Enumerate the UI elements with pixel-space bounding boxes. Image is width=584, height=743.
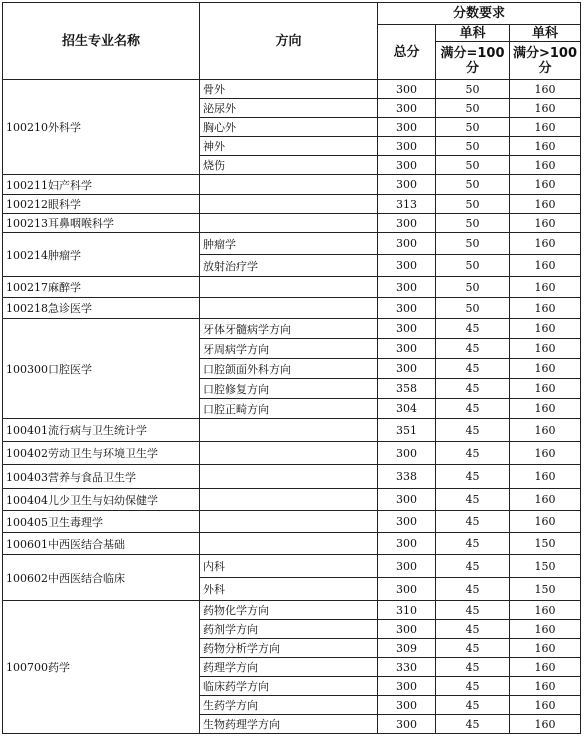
major-cell: 100214肿瘤学 — [3, 233, 200, 277]
single-100-score-cell: 45 — [436, 339, 510, 359]
direction-cell: 放射治疗学 — [200, 255, 378, 277]
total-score-cell: 300 — [378, 677, 436, 696]
single-100-score-cell: 45 — [436, 379, 510, 399]
total-score-cell: 330 — [378, 658, 436, 677]
total-score-cell: 351 — [378, 419, 436, 442]
direction-cell: 骨外 — [200, 80, 378, 99]
total-score-cell: 300 — [378, 137, 436, 156]
single-over100-score-cell: 160 — [510, 511, 581, 533]
single-subject-over100-title: 单科 — [510, 25, 581, 42]
single-100-score-cell: 45 — [436, 696, 510, 715]
total-score-cell: 300 — [378, 533, 436, 555]
direction-cell: 胸心外 — [200, 118, 378, 137]
single-over100-score-cell: 160 — [510, 339, 581, 359]
direction-cell: 药剂学方向 — [200, 620, 378, 639]
major-cell: 100211妇产科学 — [3, 175, 200, 195]
total-score-cell: 300 — [378, 277, 436, 298]
score-requirement-header: 分数要求 — [378, 3, 581, 25]
total-score-cell: 313 — [378, 195, 436, 214]
table-row — [3, 175, 581, 195]
direction-cell — [200, 511, 378, 533]
total-score-cell: 338 — [378, 465, 436, 489]
total-score-cell: 300 — [378, 255, 436, 277]
total-score-cell: 300 — [378, 489, 436, 511]
total-score-cell: 300 — [378, 319, 436, 339]
direction-cell: 烧伤 — [200, 156, 378, 175]
score-requirements-table — [2, 2, 581, 734]
direction-cell: 口腔修复方向 — [200, 379, 378, 399]
direction-cell: 神外 — [200, 137, 378, 156]
single-100-score-cell: 50 — [436, 277, 510, 298]
single-over100-score-cell: 160 — [510, 359, 581, 379]
single-100-score-cell: 50 — [436, 214, 510, 233]
single-100-score-cell: 50 — [436, 233, 510, 255]
single-over100-score-cell: 160 — [510, 419, 581, 442]
single-over100-score-cell: 160 — [510, 639, 581, 658]
direction-cell — [200, 214, 378, 233]
table-row — [3, 601, 581, 620]
single-over100-score-cell: 160 — [510, 399, 581, 419]
table-row — [3, 195, 581, 214]
table-row — [3, 419, 581, 442]
major-cell: 100403营养与食品卫生学 — [3, 465, 200, 489]
single-over100-score-cell: 160 — [510, 489, 581, 511]
total-score-cell: 309 — [378, 639, 436, 658]
major-cell: 100213耳鼻咽喉科学 — [3, 214, 200, 233]
single-100-score-cell: 50 — [436, 137, 510, 156]
direction-cell: 口腔正畸方向 — [200, 399, 378, 419]
major-cell: 100210外科学 — [3, 80, 200, 175]
table-row — [3, 233, 581, 255]
single-100-score-cell: 50 — [436, 298, 510, 319]
single-100-score-cell: 45 — [436, 399, 510, 419]
major-cell: 100401流行病与卫生统计学 — [3, 419, 200, 442]
direction-cell: 药理学方向 — [200, 658, 378, 677]
single-over100-score-cell: 160 — [510, 298, 581, 319]
major-cell: 100601中西医结合基础 — [3, 533, 200, 555]
single-over100-score-cell: 150 — [510, 578, 581, 601]
single-subject-over100-subtitle: 满分>100分 — [510, 42, 581, 80]
direction-cell — [200, 277, 378, 298]
total-score-cell: 300 — [378, 156, 436, 175]
total-score-cell: 300 — [378, 175, 436, 195]
single-100-score-cell: 50 — [436, 118, 510, 137]
total-score-cell: 300 — [378, 99, 436, 118]
single-100-score-cell: 45 — [436, 442, 510, 465]
table-row — [3, 533, 581, 555]
single-over100-score-cell: 160 — [510, 118, 581, 137]
total-score-cell: 300 — [378, 214, 436, 233]
major-cell: 100218急诊医学 — [3, 298, 200, 319]
single-over100-score-cell: 160 — [510, 677, 581, 696]
major-cell: 100217麻醉学 — [3, 277, 200, 298]
table-row — [3, 555, 581, 578]
single-100-score-cell: 45 — [436, 511, 510, 533]
total-score-cell: 300 — [378, 696, 436, 715]
single-100-score-cell: 45 — [436, 359, 510, 379]
single-over100-score-cell: 160 — [510, 137, 581, 156]
major-cell: 100212眼科学 — [3, 195, 200, 214]
single-100-score-cell: 45 — [436, 658, 510, 677]
single-over100-score-cell: 160 — [510, 156, 581, 175]
single-100-score-cell: 45 — [436, 715, 510, 734]
direction-cell: 临床药学方向 — [200, 677, 378, 696]
total-score-cell: 300 — [378, 555, 436, 578]
direction-cell — [200, 533, 378, 555]
single-over100-score-cell: 160 — [510, 658, 581, 677]
score-table-container — [2, 2, 580, 734]
table-row — [3, 465, 581, 489]
table-header — [3, 3, 581, 80]
table-row — [3, 489, 581, 511]
table-row — [3, 214, 581, 233]
direction-cell: 内科 — [200, 555, 378, 578]
major-cell: 100402劳动卫生与环境卫生学 — [3, 442, 200, 465]
direction-cell: 药物化学方向 — [200, 601, 378, 620]
major-cell: 100404儿少卫生与妇幼保健学 — [3, 489, 200, 511]
single-over100-score-cell: 160 — [510, 465, 581, 489]
direction-cell — [200, 419, 378, 442]
total-score-cell: 300 — [378, 715, 436, 734]
major-cell: 100300口腔医学 — [3, 319, 200, 419]
direction-cell — [200, 195, 378, 214]
total-score-cell: 310 — [378, 601, 436, 620]
single-over100-score-cell: 150 — [510, 533, 581, 555]
total-score-cell: 300 — [378, 359, 436, 379]
direction-cell — [200, 175, 378, 195]
direction-cell — [200, 298, 378, 319]
single-100-score-cell: 50 — [436, 195, 510, 214]
single-over100-score-cell: 160 — [510, 277, 581, 298]
total-score-cell: 300 — [378, 233, 436, 255]
single-100-score-cell: 45 — [436, 620, 510, 639]
direction-cell: 泌尿外 — [200, 99, 378, 118]
total-score-cell: 300 — [378, 298, 436, 319]
single-over100-score-cell: 160 — [510, 620, 581, 639]
single-over100-score-cell: 160 — [510, 442, 581, 465]
total-score-cell: 300 — [378, 339, 436, 359]
single-over100-score-cell: 150 — [510, 555, 581, 578]
single-over100-score-cell: 160 — [510, 255, 581, 277]
single-over100-score-cell: 160 — [510, 233, 581, 255]
total-score-header: 总分 — [378, 25, 436, 80]
total-score-cell: 300 — [378, 578, 436, 601]
direction-cell — [200, 442, 378, 465]
single-100-score-cell: 50 — [436, 80, 510, 99]
single-100-score-cell: 45 — [436, 578, 510, 601]
single-over100-score-cell: 160 — [510, 80, 581, 99]
single-100-score-cell: 50 — [436, 255, 510, 277]
direction-cell: 药物分析学方向 — [200, 639, 378, 658]
table-row — [3, 298, 581, 319]
total-score-cell: 300 — [378, 442, 436, 465]
single-100-score-cell: 45 — [436, 533, 510, 555]
total-score-cell: 300 — [378, 620, 436, 639]
single-100-score-cell: 50 — [436, 175, 510, 195]
major-cell: 100405卫生毒理学 — [3, 511, 200, 533]
single-over100-score-cell: 160 — [510, 214, 581, 233]
single-subject-100-subtitle: 满分=100分 — [436, 42, 510, 80]
direction-header: 方向 — [200, 3, 378, 80]
table-body — [3, 80, 581, 734]
single-100-score-cell: 50 — [436, 156, 510, 175]
single-over100-score-cell: 160 — [510, 195, 581, 214]
table-row — [3, 277, 581, 298]
single-over100-score-cell: 160 — [510, 175, 581, 195]
single-over100-score-cell: 160 — [510, 601, 581, 620]
major-cell: 100602中西医结合临床 — [3, 555, 200, 601]
single-100-score-cell: 45 — [436, 319, 510, 339]
direction-cell: 生药学方向 — [200, 696, 378, 715]
table-row — [3, 511, 581, 533]
table-row — [3, 442, 581, 465]
major-header: 招生专业名称 — [3, 3, 200, 80]
single-over100-score-cell: 160 — [510, 99, 581, 118]
single-subject-100-title: 单科 — [436, 25, 510, 42]
single-100-score-cell: 45 — [436, 639, 510, 658]
direction-cell: 外科 — [200, 578, 378, 601]
total-score-cell: 358 — [378, 379, 436, 399]
table-row — [3, 319, 581, 339]
direction-cell: 生物药理学方向 — [200, 715, 378, 734]
direction-cell: 牙周病学方向 — [200, 339, 378, 359]
major-cell: 100700药学 — [3, 601, 200, 734]
table-row — [3, 80, 581, 99]
single-100-score-cell: 45 — [436, 465, 510, 489]
total-score-cell: 300 — [378, 511, 436, 533]
total-score-cell: 300 — [378, 118, 436, 137]
total-score-cell: 304 — [378, 399, 436, 419]
single-100-score-cell: 45 — [436, 555, 510, 578]
total-score-cell: 300 — [378, 80, 436, 99]
single-100-score-cell: 45 — [436, 489, 510, 511]
direction-cell — [200, 489, 378, 511]
single-over100-score-cell: 160 — [510, 379, 581, 399]
single-100-score-cell: 45 — [436, 601, 510, 620]
single-over100-score-cell: 160 — [510, 715, 581, 734]
direction-cell: 肿瘤学 — [200, 233, 378, 255]
single-100-score-cell: 45 — [436, 419, 510, 442]
direction-cell — [200, 465, 378, 489]
direction-cell: 口腔颌面外科方向 — [200, 359, 378, 379]
single-100-score-cell: 50 — [436, 99, 510, 118]
single-over100-score-cell: 160 — [510, 319, 581, 339]
direction-cell: 牙体牙髓病学方向 — [200, 319, 378, 339]
single-over100-score-cell: 160 — [510, 696, 581, 715]
single-100-score-cell: 45 — [436, 677, 510, 696]
